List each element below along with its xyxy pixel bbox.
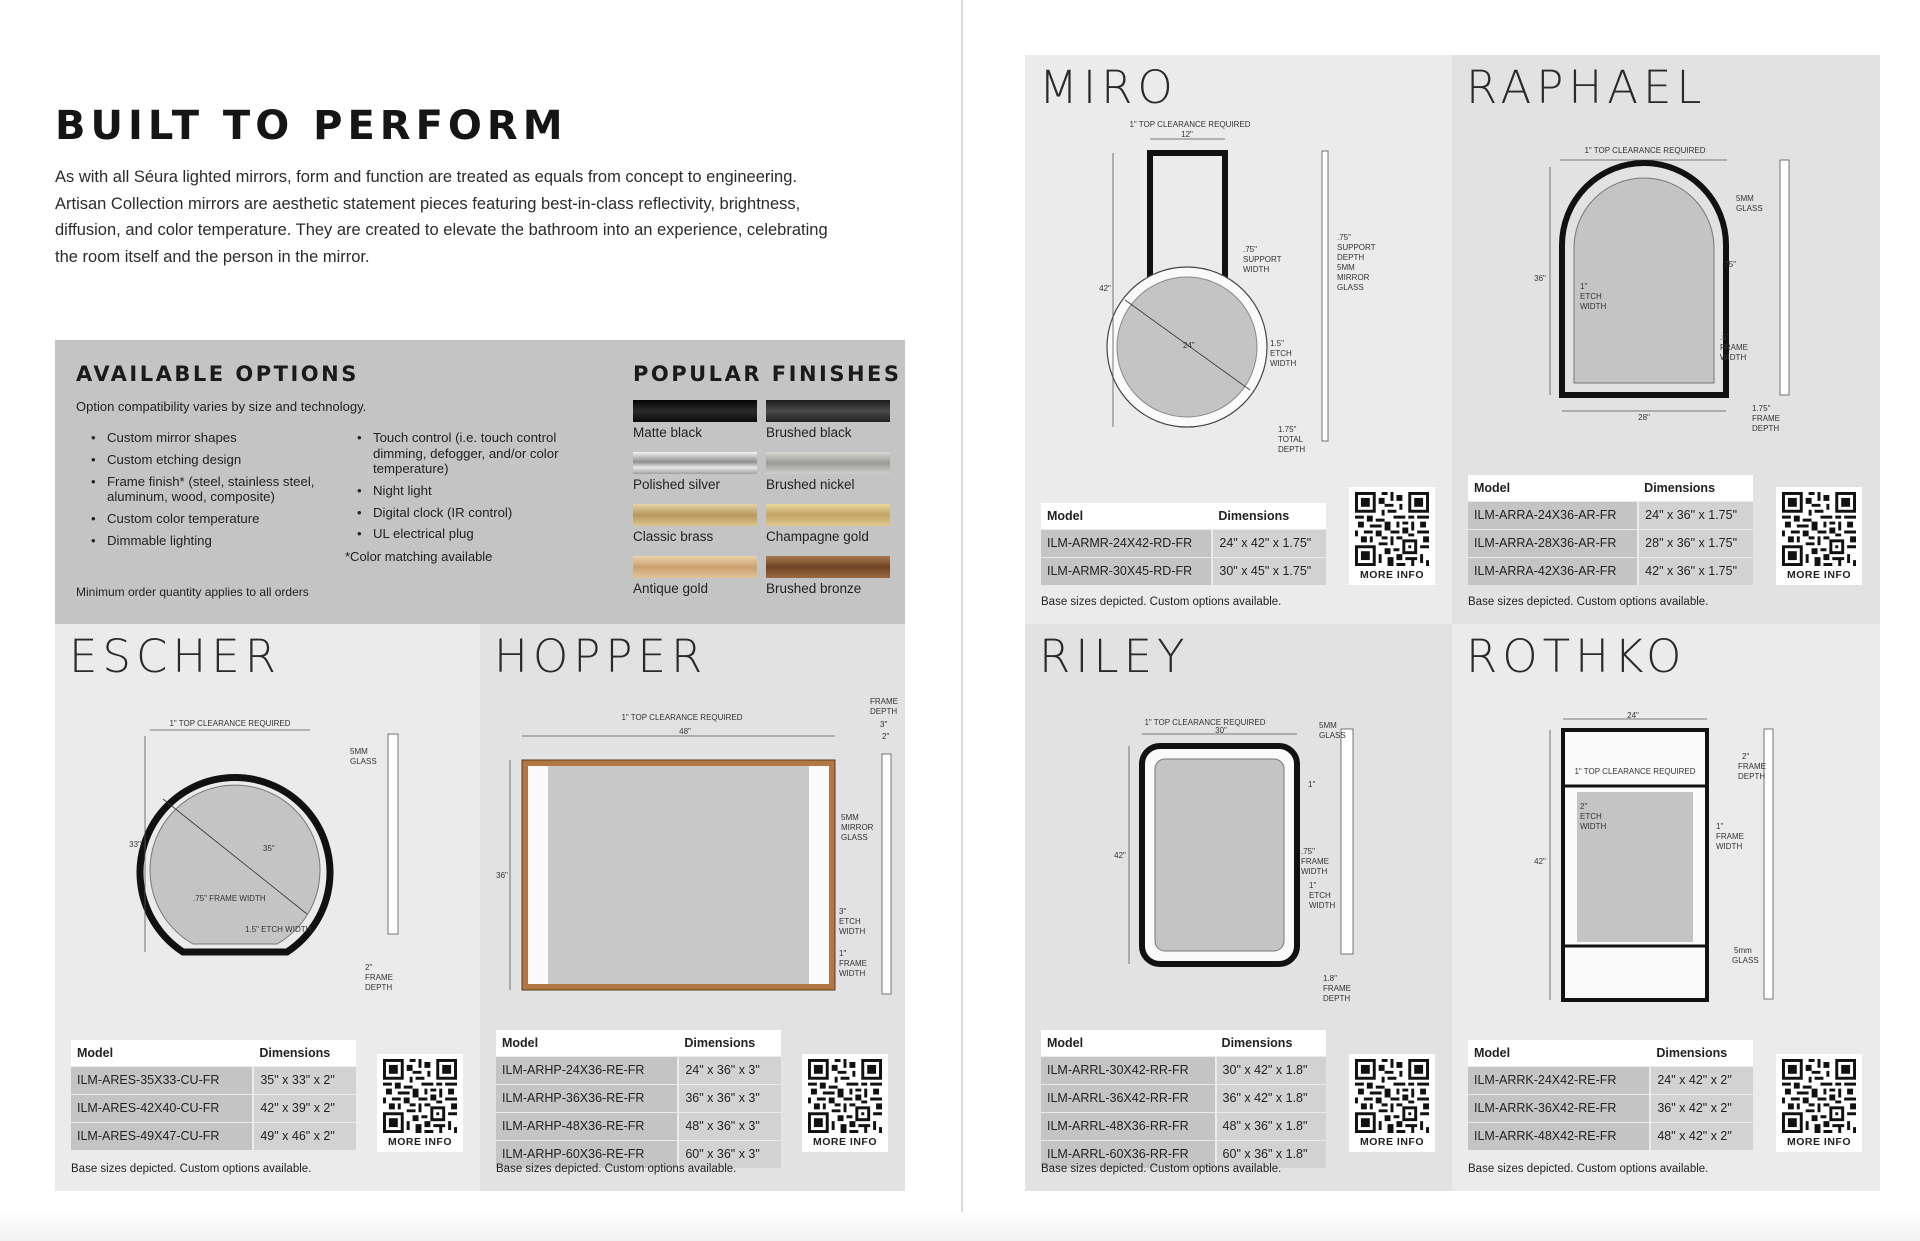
table-row: ILM-ARMR-30X45-RD-FR 30" x 45" x 1.75" — [1041, 557, 1326, 585]
table-row: ILM-ARRL-30X42-RR-FR 30" x 42" x 1.8" — [1041, 1056, 1326, 1084]
svg-text:36": 36" — [496, 871, 508, 880]
svg-text:WIDTH: WIDTH — [1270, 359, 1297, 368]
svg-text:33": 33" — [129, 840, 141, 849]
svg-text:GLASS: GLASS — [841, 833, 868, 842]
product-name: ESCHER — [69, 630, 281, 683]
qr-code-icon — [1355, 1059, 1429, 1133]
option-item: • UL electrical plug — [355, 526, 585, 542]
svg-text:5MM: 5MM — [1337, 263, 1355, 272]
base-sizes-note: Base sizes depicted. Custom options available. — [71, 1163, 312, 1175]
svg-text:.75": .75" — [1301, 847, 1315, 856]
svg-text:GLASS: GLASS — [1736, 204, 1763, 213]
product-name: ROTHKO — [1466, 630, 1687, 683]
option-item: • Dimmable lighting — [89, 533, 339, 549]
raphael-more-info-qr[interactable] — [1776, 487, 1862, 585]
finish-swatch-item — [633, 556, 757, 596]
finish-swatch-item — [766, 504, 890, 544]
product-name: MIRO — [1039, 61, 1178, 114]
svg-text:.75": .75" — [1243, 245, 1257, 254]
product-escher — [55, 624, 480, 1191]
intro-line: diffusion, and color temperature. They are created to elevate the bathroom into an experience, celebrating — [55, 221, 828, 239]
svg-text:48": 48" — [679, 727, 691, 736]
svg-text:30": 30" — [1215, 726, 1227, 735]
svg-text:2": 2" — [882, 732, 890, 741]
finish-swatch — [633, 400, 757, 422]
svg-text:5MM: 5MM — [350, 747, 368, 756]
table-row: ILM-ARRK-36X42-RE-FR 36" x 42" x 2" — [1468, 1094, 1753, 1122]
finish-swatch — [633, 556, 757, 578]
dimensions-header: Dimensions — [1650, 1040, 1753, 1066]
escher-spec-table — [71, 1040, 356, 1150]
option-item: • Custom etching design — [89, 452, 339, 468]
svg-text:1": 1" — [1580, 282, 1588, 291]
svg-text:ETCH: ETCH — [1309, 891, 1331, 900]
svg-text:1": 1" — [1716, 822, 1724, 831]
page-spine — [961, 0, 963, 1241]
riley-spec-table — [1041, 1030, 1326, 1168]
svg-text:ETCH: ETCH — [1580, 812, 1602, 821]
hopper-dimension-diagram — [480, 624, 905, 1004]
svg-text:1" TOP CLEARANCE REQUIRED: 1" TOP CLEARANCE REQUIRED — [1129, 120, 1251, 129]
qr-code-icon — [1355, 492, 1429, 566]
more-info-label: MORE INFO — [1787, 1136, 1851, 1148]
intro-line: the room itself and the person in the mirror. — [55, 247, 370, 266]
svg-text:FRAME: FRAME — [1323, 984, 1351, 993]
svg-text:1.75": 1.75" — [1752, 404, 1771, 413]
model-header: Model — [1468, 475, 1638, 501]
svg-text:5mm: 5mm — [1734, 946, 1752, 955]
option-item: • Frame finish* (steel, stainless steel, aluminum, wood, composite) — [89, 474, 339, 505]
option-item: • Night light — [355, 483, 585, 499]
escher-more-info-qr[interactable] — [377, 1054, 463, 1152]
dimensions-header: Dimensions — [678, 1030, 781, 1056]
product-rothko — [1452, 624, 1880, 1191]
riley-dimension-diagram — [1025, 624, 1452, 1004]
svg-text:ETCH: ETCH — [1580, 292, 1602, 301]
escher-dimension-diagram — [55, 624, 480, 1004]
svg-text:WIDTH: WIDTH — [1716, 842, 1743, 851]
svg-text:WIDTH: WIDTH — [839, 969, 866, 978]
rothko-spec-table — [1468, 1040, 1753, 1150]
svg-text:FRAME: FRAME — [1752, 414, 1780, 423]
svg-text:GLASS: GLASS — [1337, 283, 1364, 292]
svg-text:FRAME: FRAME — [839, 959, 867, 968]
svg-text:35": 35" — [263, 844, 275, 853]
svg-text:SUPPORT: SUPPORT — [1243, 255, 1282, 264]
intro-paragraph — [55, 164, 905, 270]
svg-text:1.8": 1.8" — [1323, 974, 1337, 983]
intro-line: As with all Séura lighted mirrors, form and function are treated as equals from concept to engineering. — [55, 168, 797, 186]
table-row: ILM-ARRK-48X42-RE-FR 48" x 42" x 2" — [1468, 1122, 1753, 1150]
model-header: Model — [496, 1030, 678, 1056]
minimum-order-note: Minimum order quantity applies to all orders — [76, 585, 309, 599]
page-title: BUILT TO PERFORM — [55, 103, 568, 149]
hopper-more-info-qr[interactable] — [802, 1054, 888, 1152]
qr-code-icon — [1782, 492, 1856, 566]
svg-text:1" TOP CLEARANCE REQUIRED: 1" TOP CLEARANCE REQUIRED — [1574, 767, 1696, 776]
finish-label: Classic brass — [633, 529, 714, 544]
product-name: RILEY — [1039, 630, 1190, 683]
finish-swatch — [766, 400, 890, 422]
finish-swatch — [766, 504, 890, 526]
svg-text:.5": .5" — [1720, 333, 1730, 342]
base-sizes-note: Base sizes depicted. Custom options available. — [496, 1163, 737, 1175]
finish-swatch — [766, 452, 890, 474]
finish-label: Champagne gold — [766, 529, 869, 544]
options-list-right — [355, 430, 585, 548]
hopper-spec-table — [496, 1030, 781, 1168]
model-header: Model — [1468, 1040, 1650, 1066]
options-list-left — [89, 430, 339, 554]
miro-dimension-diagram — [1025, 55, 1452, 475]
table-row: ILM-ARRL-36X42-RR-FR 36" x 42" x 1.8" — [1041, 1084, 1326, 1112]
qr-code-icon — [383, 1059, 457, 1133]
svg-text:DEPTH: DEPTH — [1337, 253, 1365, 262]
svg-text:3": 3" — [839, 907, 847, 916]
finish-swatch-item — [766, 556, 890, 596]
svg-text:5MM: 5MM — [1736, 194, 1754, 203]
option-item: • Custom mirror shapes — [89, 430, 339, 446]
product-name: HOPPER — [494, 630, 708, 683]
svg-text:2": 2" — [1742, 752, 1750, 761]
svg-text:36": 36" — [1534, 274, 1546, 283]
svg-text:24": 24" — [1183, 341, 1195, 350]
svg-text:WIDTH: WIDTH — [839, 927, 866, 936]
raphael-spec-table — [1468, 475, 1753, 585]
qr-code-icon — [808, 1059, 882, 1133]
color-matching-note: *Color matching available — [345, 549, 493, 564]
svg-text:SUPPORT: SUPPORT — [1337, 243, 1376, 252]
svg-text:WIDTH: WIDTH — [1580, 822, 1607, 831]
table-row: ILM-ARRK-24X42-RE-FR 24" x 42" x 2" — [1468, 1066, 1753, 1094]
product-riley — [1025, 624, 1452, 1191]
svg-text:GLASS: GLASS — [1732, 956, 1759, 965]
svg-text:1" TOP CLEARANCE REQUIRED: 1" TOP CLEARANCE REQUIRED — [169, 719, 291, 728]
table-row: ILM-ARRL-48X36-RR-FR 48" x 36" x 1.8" — [1041, 1112, 1326, 1140]
product-raphael — [1452, 55, 1880, 624]
finish-swatch — [633, 504, 757, 526]
finish-swatch-item — [633, 452, 757, 492]
svg-text:DEPTH: DEPTH — [1278, 445, 1306, 454]
svg-text:12": 12" — [1181, 130, 1193, 139]
finish-label: Matte black — [633, 425, 703, 440]
svg-text:WIDTH: WIDTH — [1301, 867, 1328, 876]
finish-swatch — [766, 556, 890, 578]
svg-text:1.5": 1.5" — [1270, 339, 1284, 348]
table-row: ILM-ARHP-60X36-RE-FR 60" x 36" x 3" — [496, 1140, 781, 1168]
options-subheading: Option compatibility varies by size and technology. — [76, 399, 367, 414]
base-sizes-note: Base sizes depicted. Custom options available. — [1468, 596, 1709, 608]
svg-text:1" TOP CLEARANCE REQUIRED: 1" TOP CLEARANCE REQUIRED — [621, 713, 743, 722]
svg-text:DEPTH: DEPTH — [1738, 772, 1766, 781]
svg-text:WIDTH: WIDTH — [1720, 353, 1747, 362]
svg-text:2": 2" — [1580, 802, 1588, 811]
svg-text:ETCH: ETCH — [1270, 349, 1292, 358]
product-miro — [1025, 55, 1452, 624]
svg-text:1" TOP CLEARANCE REQUIRED: 1" TOP CLEARANCE REQUIRED — [1144, 718, 1266, 727]
model-header: Model — [1041, 503, 1212, 529]
option-item: • Touch control (i.e. touch control dimming, defogger, and/or color temperature) — [355, 430, 585, 477]
svg-text:FRAME: FRAME — [1716, 832, 1744, 841]
svg-text:FRAME: FRAME — [1738, 762, 1766, 771]
dimensions-header: Dimensions — [1212, 503, 1326, 529]
svg-text:ETCH: ETCH — [839, 917, 861, 926]
svg-text:FRAME: FRAME — [1720, 343, 1748, 352]
svg-text:24": 24" — [1627, 711, 1639, 720]
finish-swatch — [633, 452, 757, 474]
product-hopper — [480, 624, 905, 1191]
svg-text:1": 1" — [1308, 780, 1316, 789]
table-row: ILM-ARRA-28X36-AR-FR 28" x 36" x 1.75" — [1468, 529, 1753, 557]
table-row: ILM-ARHP-48X36-RE-FR 48" x 36" x 3" — [496, 1112, 781, 1140]
option-item: • Custom color temperature — [89, 511, 339, 527]
finish-label: Antique gold — [633, 581, 709, 596]
svg-text:1": 1" — [1309, 881, 1317, 890]
more-info-label: MORE INFO — [388, 1136, 452, 1148]
svg-text:TOTAL: TOTAL — [1278, 435, 1304, 444]
available-options-heading: AVAILABLE OPTIONS — [76, 362, 359, 386]
finish-swatch-item — [766, 452, 890, 492]
finish-label: Brushed black — [766, 425, 852, 440]
svg-text:1.75": 1.75" — [1278, 425, 1297, 434]
more-info-label: MORE INFO — [1360, 569, 1424, 581]
table-row: ILM-ARES-35X33-CU-FR 35" x 33" x 2" — [71, 1066, 356, 1094]
table-row: ILM-ARHP-24X36-RE-FR 24" x 36" x 3" — [496, 1056, 781, 1084]
option-item: • Digital clock (IR control) — [355, 505, 585, 521]
table-row: ILM-ARRA-24X36-AR-FR 24" x 36" x 1.75" — [1468, 501, 1753, 529]
svg-text:28": 28" — [1638, 413, 1650, 422]
product-name: RAPHAEL — [1466, 61, 1707, 114]
base-sizes-note: Base sizes depicted. Custom options available. — [1041, 596, 1282, 608]
popular-finishes-heading: POPULAR FINISHES — [633, 362, 902, 386]
svg-text:1" TOP CLEARANCE REQUIRED: 1" TOP CLEARANCE REQUIRED — [1584, 146, 1706, 155]
svg-text:FRAME: FRAME — [870, 697, 898, 706]
table-row: ILM-ARMR-24X42-RD-FR 24" x 42" x 1.75" — [1041, 529, 1326, 557]
svg-text:1": 1" — [839, 949, 847, 958]
table-row: ILM-ARES-42X40-CU-FR 42" x 39" x 2" — [71, 1094, 356, 1122]
finish-label: Brushed bronze — [766, 581, 862, 596]
more-info-label: MORE INFO — [1360, 1136, 1424, 1148]
svg-text:42": 42" — [1114, 851, 1126, 860]
finish-swatch-item — [633, 400, 757, 440]
svg-text:DEPTH: DEPTH — [870, 707, 898, 716]
svg-text:FRAME: FRAME — [365, 973, 393, 982]
model-header: Model — [1041, 1030, 1216, 1056]
svg-text:DEPTH: DEPTH — [365, 983, 393, 992]
svg-text:.75": .75" — [1337, 233, 1351, 242]
finish-swatch-item — [766, 400, 890, 440]
svg-text:WIDTH: WIDTH — [1309, 901, 1336, 910]
model-header: Model — [71, 1040, 253, 1066]
svg-text:MIRROR: MIRROR — [1337, 273, 1370, 282]
more-info-label: MORE INFO — [813, 1136, 877, 1148]
svg-text:5MM: 5MM — [841, 813, 859, 822]
svg-text:GLASS: GLASS — [350, 757, 377, 766]
raphael-dimension-diagram — [1452, 55, 1880, 475]
qr-code-icon — [1782, 1059, 1856, 1133]
table-row: ILM-ARRA-42X36-AR-FR 42" x 36" x 1.75" — [1468, 557, 1753, 585]
svg-text:.75" FRAME WIDTH: .75" FRAME WIDTH — [193, 894, 266, 903]
more-info-label: MORE INFO — [1787, 569, 1851, 581]
rothko-dimension-diagram — [1452, 624, 1880, 1004]
base-sizes-note: Base sizes depicted. Custom options available. — [1468, 1163, 1709, 1175]
svg-text:WIDTH: WIDTH — [1580, 302, 1607, 311]
riley-more-info-qr[interactable] — [1349, 1054, 1435, 1152]
dimensions-header: Dimensions — [1216, 1030, 1326, 1056]
svg-text:FRAME: FRAME — [1301, 857, 1329, 866]
svg-text:1.5" ETCH WIDTH: 1.5" ETCH WIDTH — [245, 925, 312, 934]
miro-more-info-qr[interactable] — [1349, 487, 1435, 585]
svg-text:.75": .75" — [1722, 260, 1736, 269]
dimensions-header: Dimensions — [253, 1040, 356, 1066]
svg-text:MIRROR: MIRROR — [841, 823, 874, 832]
table-row: ILM-ARES-49X47-CU-FR 49" x 46" x 2" — [71, 1122, 356, 1150]
finish-label: Brushed nickel — [766, 477, 855, 492]
svg-text:DEPTH: DEPTH — [1323, 994, 1351, 1003]
dimensions-header: Dimensions — [1638, 475, 1753, 501]
svg-text:42": 42" — [1534, 857, 1546, 866]
svg-text:3": 3" — [880, 720, 888, 729]
svg-text:5MM: 5MM — [1319, 721, 1337, 730]
svg-text:DEPTH: DEPTH — [1752, 424, 1780, 433]
svg-text:2": 2" — [365, 963, 373, 972]
intro-line: Artisan Collection mirrors are aesthetic statement pieces featuring best-in-class reflectivity, brightness, — [55, 194, 801, 213]
rothko-more-info-qr[interactable] — [1776, 1054, 1862, 1152]
svg-text:WIDTH: WIDTH — [1243, 265, 1270, 274]
options-panel — [55, 340, 905, 624]
miro-spec-table — [1041, 503, 1326, 585]
svg-text:42": 42" — [1099, 284, 1111, 293]
base-sizes-note: Base sizes depicted. Custom options available. — [1041, 1163, 1282, 1175]
svg-text:GLASS: GLASS — [1319, 731, 1346, 740]
page-bottom-shadow — [0, 1212, 1920, 1241]
finish-label: Polished silver — [633, 477, 721, 492]
table-row: ILM-ARHP-36X36-RE-FR 36" x 36" x 3" — [496, 1084, 781, 1112]
finish-swatch-item — [633, 504, 757, 544]
table-row: ILM-ARRL-60X36-RR-FR 60" x 36" x 1.8" — [1041, 1140, 1326, 1168]
